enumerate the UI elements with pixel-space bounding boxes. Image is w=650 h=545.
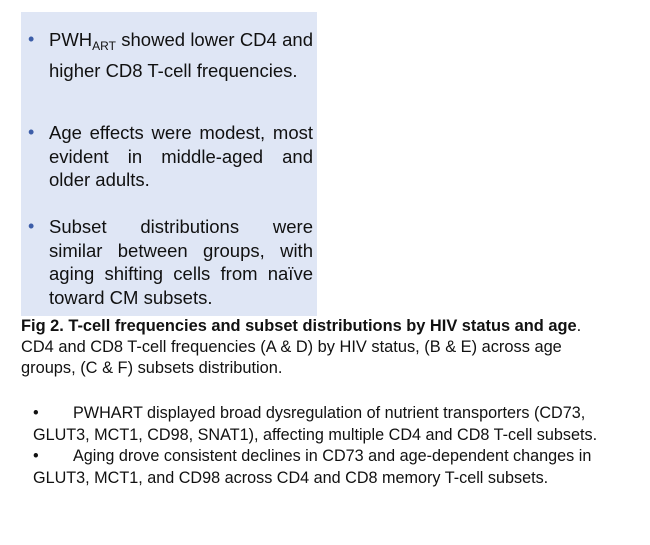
finding-item-transporters (33, 403, 633, 446)
finding-item-aging (33, 446, 633, 489)
figure-caption (21, 316, 611, 379)
finding-text: PWHART displayed broad dysregulation of nutrient transporters (CD73, GLUT3, MCT1, CD98, SNAT1), affecting multiple CD4 and CD8 T-cell subsets. (33, 404, 598, 444)
bullet-marker: • (33, 404, 39, 422)
finding-text: Aging drove consistent declines in CD73 and age-dependent changes in GLUT3, MCT1, and CD98 across CD4 and CD8 memory T-cell subsets. (33, 447, 592, 487)
summary-bullet-text (49, 28, 313, 82)
bullet-marker: • (33, 447, 39, 465)
summary-bullet-text: Age effects were modest, most evident in middle-aged and older adults. (49, 122, 313, 190)
pwh-prefix: PWH (49, 29, 93, 50)
hiv-bullet-rest: showed lower CD4 and higher CD8 T-cell frequencies. (49, 29, 313, 81)
caption-body: . CD4 and CD8 T-cell frequencies (A & D) by HIV status, (B & E) across age groups, (C & F) subsets distribution. (21, 317, 582, 377)
bullet-marker: • (28, 122, 35, 142)
summary-box (21, 12, 317, 316)
bullet-marker: • (28, 29, 35, 49)
summary-bullet-text: Subset distributions were similar between groups, with aging shifting cells from naïve toward CM subsets. (49, 216, 313, 308)
caption-title: Fig 2. T-cell frequencies and subset distributions by HIV status and age (21, 317, 577, 335)
findings-list (33, 403, 633, 489)
art-subscript: ART (92, 39, 116, 53)
bullet-marker: • (28, 216, 35, 236)
